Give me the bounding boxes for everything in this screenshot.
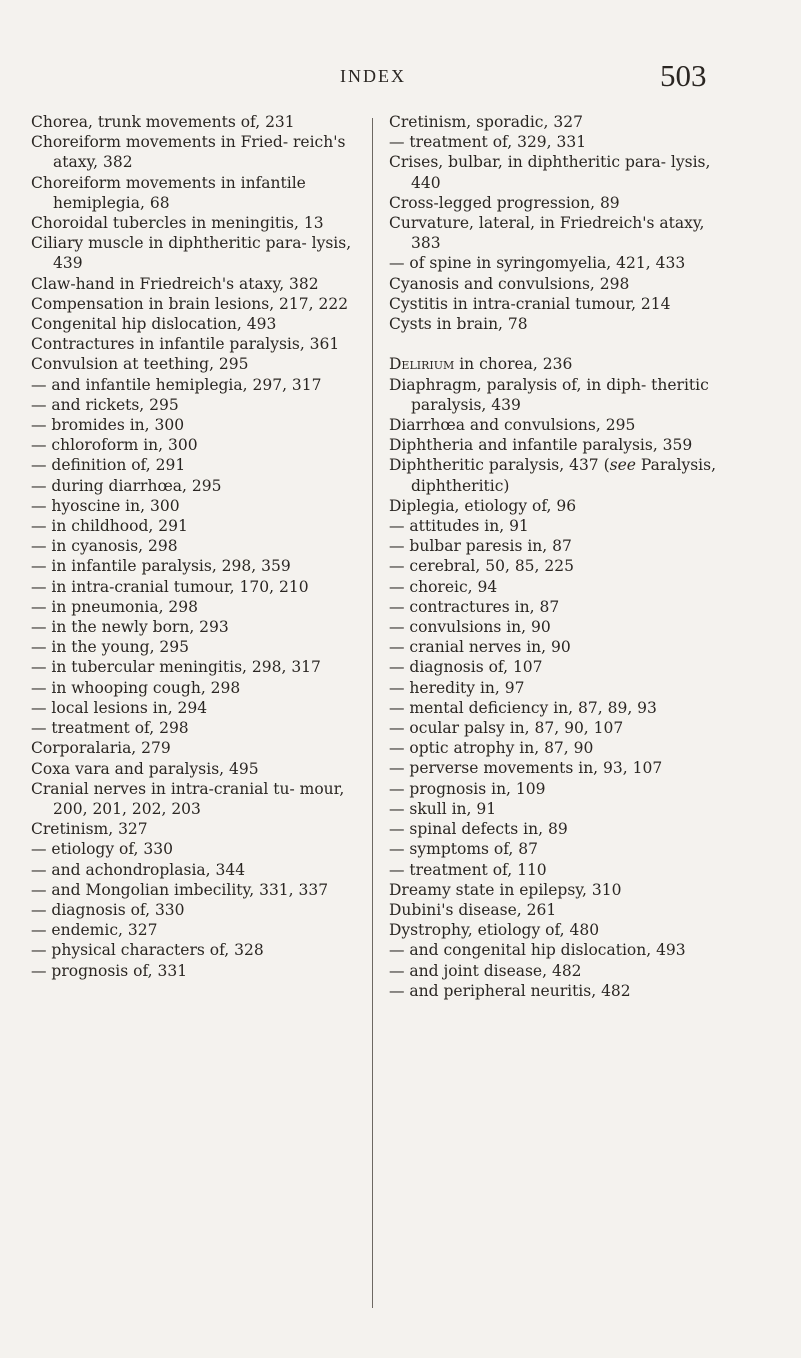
index-entry: Cretinism, 327: [31, 820, 148, 839]
index-entry: — in infantile paralysis, 298, 359: [31, 557, 291, 576]
index-entry: Convulsion at teething, 295: [31, 355, 249, 374]
index-entry: — treatment of, 329, 331: [389, 133, 587, 152]
index-entry: — cranial nerves in, 90: [389, 638, 571, 657]
index-entry: — convulsions in, 90: [389, 618, 551, 637]
index-entry: — spinal defects in, 89: [389, 820, 568, 839]
index-entry: — mental deficiency in, 87, 89, 93: [389, 698, 657, 717]
index-entry: — heredity in, 97: [389, 678, 525, 697]
index-entry: Corporalaria, 279: [31, 739, 171, 758]
index-entry: — in intra-cranial tumour, 170, 210: [31, 577, 309, 596]
column-divider: [372, 118, 373, 1308]
index-entry: — and infantile hemiplegia, 297, 317: [31, 375, 322, 394]
index-entry: — choreic, 94: [389, 577, 498, 596]
index-entry: — treatment of, 298: [31, 719, 189, 738]
index-entry: Diplegia, etiology of, 96: [389, 496, 577, 515]
index-entry: Cyanosis and convulsions, 298: [389, 274, 630, 293]
index-entry: — in the young, 295: [31, 638, 190, 657]
index-entry: Congenital hip dislocation, 493: [31, 315, 277, 334]
index-entry: Diarrhœa and convulsions, 295: [389, 416, 636, 435]
index-entry: — endemic, 327: [31, 921, 158, 940]
page-number: 503: [660, 58, 707, 93]
index-entry: — in the newly born, 293: [31, 618, 229, 637]
entry-text: Diphtheritic paralysis, 437 (: [389, 456, 610, 475]
index-entry: — cerebral, 50, 85, 225: [389, 557, 574, 576]
index-entry: Cranial nerves in intra-cranial tu- mour, 200, 201, 202, 203: [31, 779, 350, 818]
index-entry: — and congenital hip dislocation, 493: [389, 941, 686, 960]
page-header: [0, 58, 801, 98]
index-entry: Compensation in brain lesions, 217, 222: [31, 294, 349, 313]
section-gap: [389, 334, 735, 354]
index-entry: — definition of, 291: [31, 456, 186, 475]
index-entry: — and Mongolian imbecility, 331, 337: [31, 880, 329, 899]
index-entry: Ciliary muscle in diphtheritic para- lysis, 439: [31, 234, 357, 273]
index-entry: — chloroform in, 300: [31, 436, 198, 455]
index-entry: Coxa vara and paralysis, 495: [31, 759, 259, 778]
index-entry: — hyoscine in, 300: [31, 496, 180, 515]
index-entry: — symptoms of, 87: [389, 840, 538, 859]
index-entry: Diaphragm, paralysis of, in diph- theritic paralysis, 439: [389, 375, 714, 414]
index-entry: — and peripheral neuritis, 482: [389, 981, 631, 1000]
index-entry: Diphtheria and infantile paralysis, 359: [389, 436, 693, 455]
index-entry: — of spine in syringomyelia, 421, 433: [389, 254, 686, 273]
index-entry: — local lesions in, 294: [31, 698, 208, 717]
index-entry: — diagnosis of, 330: [31, 900, 185, 919]
index-entry: — bromides in, 300: [31, 416, 185, 435]
index-entry: — optic atrophy in, 87, 90: [389, 739, 594, 758]
index-entry: — during diarrhœa, 295: [31, 476, 222, 495]
index-entry: — in whooping cough, 298: [31, 678, 241, 697]
index-entry: Cystitis in intra-cranial tumour, 214: [389, 294, 671, 313]
index-entry: — etiology of, 330: [31, 840, 173, 859]
index-entry: — skull in, 91: [389, 799, 497, 818]
index-column-left: [31, 112, 373, 981]
index-entry: — treatment of, 110: [389, 860, 547, 879]
index-entry: Claw-hand in Friedreich's ataxy, 382: [31, 274, 319, 293]
index-entry: Dubini's disease, 261: [389, 900, 557, 919]
index-entry: — prognosis in, 109: [389, 779, 546, 798]
index-entry: — physical characters of, 328: [31, 941, 264, 960]
entry-text: in chorea, 236: [454, 355, 573, 374]
running-title: INDEX: [340, 66, 406, 86]
index-entry: Cretinism, sporadic, 327: [389, 113, 583, 131]
index-entry: — bulbar paresis in, 87: [389, 537, 572, 556]
index-entry: — in cyanosis, 298: [31, 537, 178, 556]
index-entry: Choreiform movements in infantile hemiplegia, 68: [31, 173, 311, 212]
entry-text: Paralysis, diphtheritic): [411, 456, 721, 495]
index-entry: Dreamy state in epilepsy, 310: [389, 880, 622, 899]
index-entry: — contractures in, 87: [389, 597, 560, 616]
index-entry: — and rickets, 295: [31, 395, 179, 414]
index-entry: Cross-legged progression, 89: [389, 193, 620, 212]
index-entry: — in pneumonia, 298: [31, 597, 199, 616]
index-entry: Curvature, lateral, in Friedreich's ataxy, 383: [389, 214, 710, 253]
index-entry: [389, 455, 735, 495]
index-entry: Chorea, trunk movements of, 231: [31, 113, 295, 131]
index-entry: — attitudes in, 91: [389, 517, 529, 536]
section-headword: Delirium: [389, 355, 455, 374]
index-entry: — perverse movements in, 93, 107: [389, 759, 663, 778]
index-column-right: [389, 112, 735, 1001]
index-entry: — in tubercular meningitis, 298, 317: [31, 658, 321, 677]
index-entry: [389, 354, 735, 374]
index-entry: Dystrophy, etiology of, 480: [389, 921, 600, 940]
see-reference: see: [609, 456, 636, 475]
index-entry: Choreiform movements in Fried- reich's ataxy, 382: [31, 133, 351, 172]
index-entry: — diagnosis of, 107: [389, 658, 543, 677]
index-entry: — and achondroplasia, 344: [31, 860, 246, 879]
index-entry: Crises, bulbar, in diphtheritic para- lysis, 440: [389, 153, 716, 192]
index-entry: Choroidal tubercles in meningitis, 13: [31, 214, 324, 233]
index-entry: Contractures in infantile paralysis, 361: [31, 335, 340, 354]
index-entry: — ocular palsy in, 87, 90, 107: [389, 719, 624, 738]
index-entry: Cysts in brain, 78: [389, 315, 528, 334]
index-entry: — in childhood, 291: [31, 517, 188, 536]
index-entry: — and joint disease, 482: [389, 961, 582, 980]
index-entry: — prognosis of, 331: [31, 961, 188, 980]
